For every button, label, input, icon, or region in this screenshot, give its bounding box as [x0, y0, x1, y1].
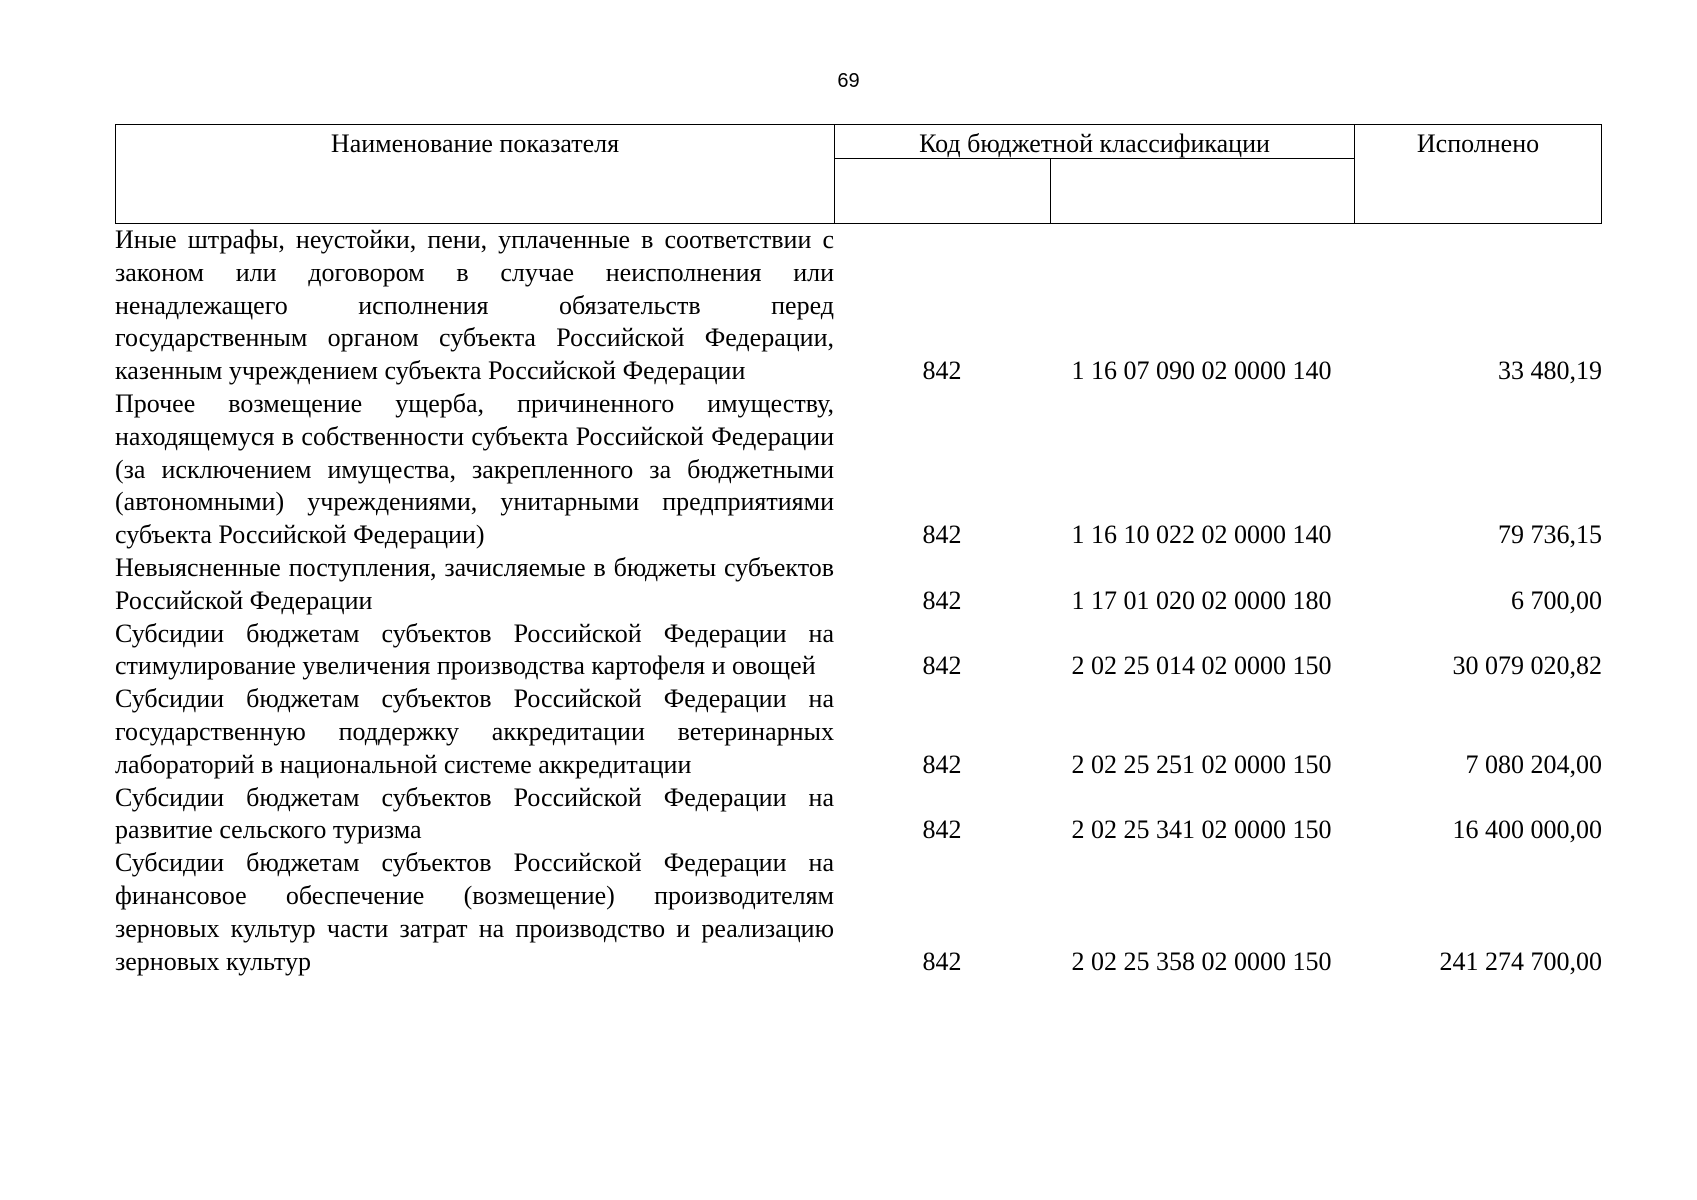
table-body — [115, 224, 1602, 978]
row-budget-code: 2 02 25 251 02 0000 150 — [1071, 749, 1332, 779]
header-executed: Исполнено — [1354, 125, 1601, 223]
row-budget-code: 2 02 25 358 02 0000 150 — [1071, 946, 1332, 976]
row-executed-amount: 79 736,15 — [1498, 520, 1602, 550]
row-executed-amount: 241 274 700,00 — [1439, 946, 1602, 976]
table-header — [115, 124, 1602, 224]
row-indicator-name: Невыясненные поступления, зачисляемые в бюджеты субъектов Российской Федерации — [115, 552, 834, 615]
row-admin-code: 842 — [922, 749, 962, 779]
row-admin-code: 842 — [922, 356, 962, 386]
header-code-subcell-1 — [835, 159, 1051, 223]
table-row — [115, 618, 1602, 684]
row-executed-amount: 30 079 020,82 — [1452, 651, 1602, 681]
row-admin-code: 842 — [922, 520, 962, 550]
row-admin-code: 842 — [922, 946, 962, 976]
row-budget-code: 2 02 25 341 02 0000 150 — [1071, 815, 1332, 845]
row-budget-code: 1 17 01 020 02 0000 180 — [1071, 585, 1332, 615]
row-executed-amount: 6 700,00 — [1511, 585, 1602, 615]
row-indicator-name: Субсидии бюджетам субъектов Российской Федерации на государственную поддержку аккредитации ветеринарных лабораторий в национальной системе аккредитации — [115, 684, 834, 779]
row-admin-code: 842 — [922, 815, 962, 845]
row-admin-code: 842 — [922, 651, 962, 681]
row-indicator-name: Субсидии бюджетам субъектов Российской Федерации на финансовое обеспечение (возмещение) производителям зерновых культур части затрат на производство и реализацию зерновых культур — [115, 848, 834, 976]
row-indicator-name: Субсидии бюджетам субъектов Российской Федерации на стимулирование увеличения производства картофеля и овощей — [115, 618, 834, 681]
table-row — [115, 683, 1602, 781]
header-budget-code: Код бюджетной классификации — [835, 125, 1354, 159]
page-number: 69 — [837, 70, 860, 92]
table-row — [115, 388, 1602, 552]
table-row — [115, 552, 1602, 618]
header-indicator-name: Наименование показателя — [116, 125, 835, 223]
table-row — [115, 847, 1602, 978]
row-executed-amount: 33 480,19 — [1498, 356, 1602, 386]
table-row — [115, 782, 1602, 848]
row-indicator-name: Прочее возмещение ущерба, причиненного имуществу, находящемуся в собственности субъекта Российской Федерации (за исключением имущества, закрепленного за бюджетными (автономными) учреждениями, унитарными предприятиями субъекта Российской Федерации) — [115, 388, 834, 550]
row-indicator-name: Субсидии бюджетам субъектов Российской Федерации на развитие сельского туризма — [115, 782, 834, 845]
row-indicator-name: Иные штрафы, неустойки, пени, уплаченные в соответствии с законом или договором в случае неисполнения или ненадлежащего исполнения обязательств перед государственным органом субъекта Российской Федерации, казенным учреждением субъекта Российской Федерации — [115, 225, 834, 386]
row-executed-amount: 7 080 204,00 — [1465, 749, 1602, 779]
row-budget-code: 2 02 25 014 02 0000 150 — [1071, 651, 1332, 681]
row-budget-code: 1 16 07 090 02 0000 140 — [1071, 356, 1332, 386]
row-executed-amount: 16 400 000,00 — [1452, 815, 1602, 845]
table-row — [115, 224, 1602, 388]
row-admin-code: 842 — [922, 585, 962, 615]
row-budget-code: 1 16 10 022 02 0000 140 — [1071, 520, 1332, 550]
header-code-subcell-2 — [1051, 159, 1354, 223]
